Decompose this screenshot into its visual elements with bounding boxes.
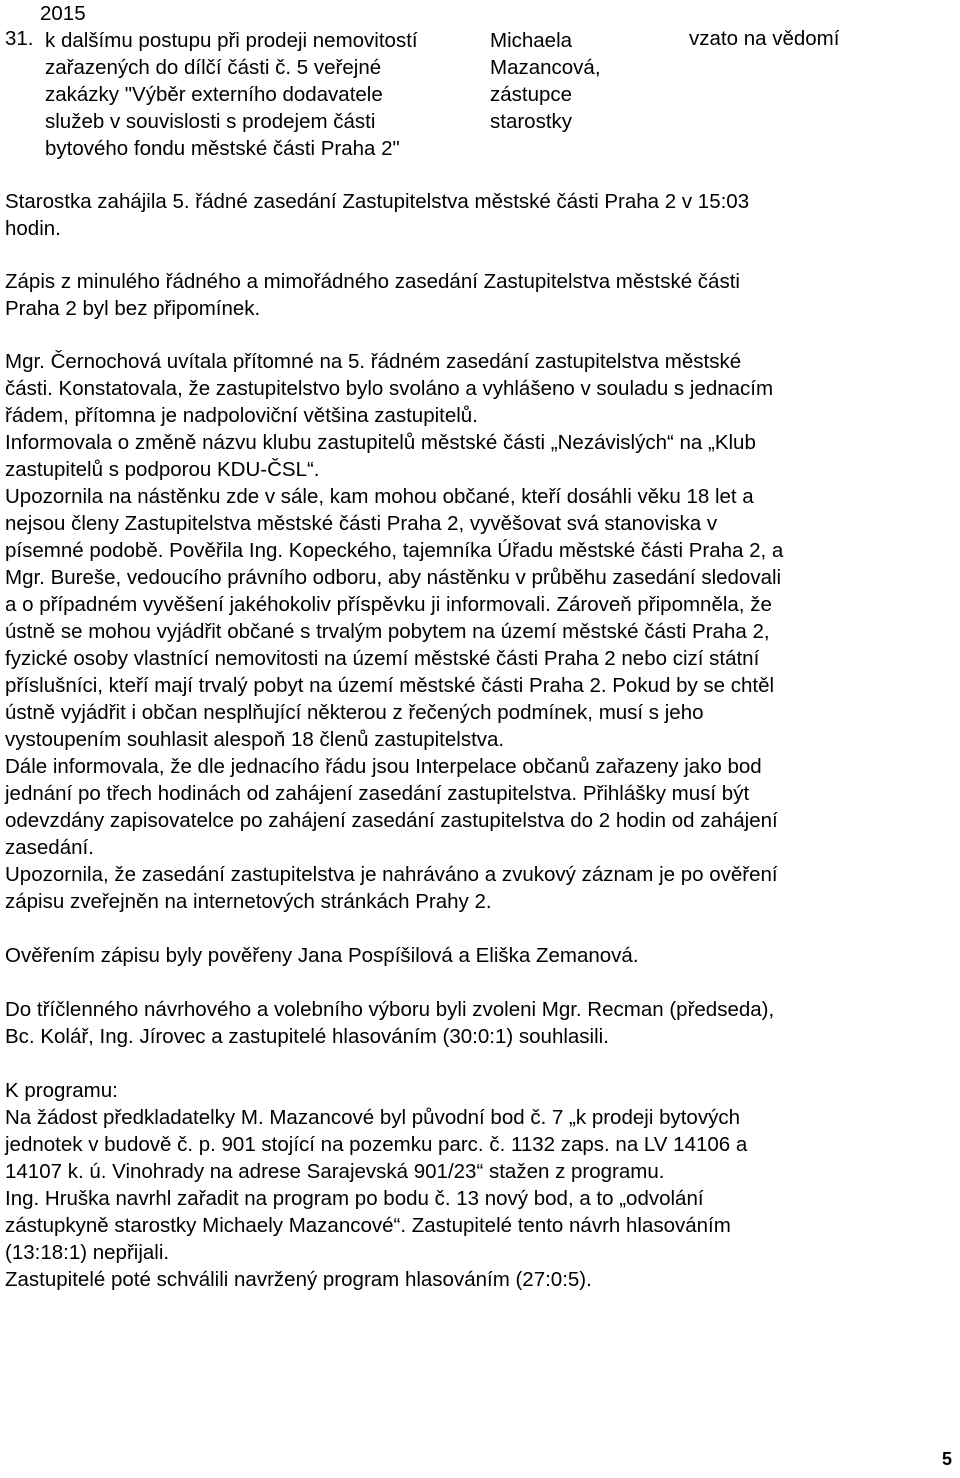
text-line: a o případném vyvěšení jakéhokoliv příspěvku ji informovali. Zároveň připomněla, že [5,593,772,616]
text-line: odevzdány zapisovatelce po zahájení zasedání zastupitelstva do 2 hodin od zahájení [5,809,778,832]
text-line: části. Konstatovala, že zastupitelstvo bylo svoláno a vyhlášeno v souladu s jednacím [5,377,774,400]
text-line: Mgr. Bureše, vedoucího právního odboru, aby nástěnku v průběhu zasedání sledovali [5,566,782,589]
text-line: Do tříčlenného návrhového a volebního výboru byli zvoleni Mgr. Recman (předseda), [5,998,775,1021]
text-line: zasedání. [5,836,94,859]
text-line: ústně vyjádřit i občan nesplňující některou z řečených podmínek, musí s jeho [5,701,704,724]
text-line: K programu: [5,1079,118,1102]
agenda-presenter [490,27,601,135]
text-line: zastupitelů s podporou KDU-ČSL“. [5,458,320,481]
text-line: Na žádost předkladatelky M. Mazancové byl původní bod č. 7 „k prodeji bytových [5,1106,740,1129]
text-line: 14107 k. ú. Vinohrady na adrese Sarajevská 901/23“ stažen z programu. [5,1160,665,1183]
text-line: jednání po třech hodinách od zahájení zasedání zastupitelstva. Přihlášky musí být [5,782,750,805]
agenda-result: vzato na vědomí [689,27,840,50]
text-line: Informovala o změně názvu klubu zastupitelů městské části „Nezávislých“ na „Klub [5,431,756,454]
text-line: Bc. Kolář, Ing. Jírovec a zastupitelé hlasováním (30:0:1) souhlasili. [5,1025,609,1048]
subject-line: služeb v souvislosti s prodejem části [45,110,376,133]
text-line: Ing. Hruška navrhl zařadit na program po bodu č. 13 nový bod, a to „odvolání [5,1187,704,1210]
subject-line: bytového fondu městské části Praha 2" [45,137,400,160]
row-number: 31. [5,27,34,50]
text-line: Starostka zahájila 5. řádné zasedání Zastupitelstva městské části Praha 2 v 15:03 [5,190,750,213]
text-line: Upozornila na nástěnku zde v sále, kam mohou občané, kteří dosáhli věku 18 let a [5,485,754,508]
text-line: Zápis z minulého řádného a mimořádného zasedání Zastupitelstva městské části [5,270,740,293]
year-continuation: 2015 [40,2,86,25]
presenter-line: Michaela [490,29,573,52]
text-line: Praha 2 byl bez připomínek. [5,297,261,320]
text-line: příslušníci, kteří mají trvalý pobyt na území městské části Praha 2. Pokud by se chtěl [5,674,775,697]
text-line: ústně se mohou vyjádřit občané s trvalým pobytem na území městské části Praha 2, [5,620,770,643]
text-line: Upozornila, že zasedání zastupitelstva je nahráváno a zvukový záznam je po ověření [5,863,778,886]
page-number: 5 [941,1449,952,1469]
text-line: (13:18:1) nepřijali. [5,1241,170,1264]
text-line: hodin. [5,217,61,240]
text-line: Dále informovala, že dle jednacího řádu jsou Interpelace občanů zařazeny jako bod [5,755,762,778]
subject-line: zařazených do dílčí části č. 5 veřejné [45,56,382,79]
presenter-line: zástupce [490,83,573,106]
opening-paragraph [5,188,900,242]
committee-paragraph [5,996,900,1050]
agenda-subject [45,27,418,162]
program-paragraph [5,1077,900,1293]
welcome-paragraph [5,348,900,915]
text-line: fyzické osoby vlastnící nemovitosti na území městské části Praha 2 nebo cizí státní [5,647,760,670]
text-line: Zastupitelé poté schválili navržený program hlasováním (27:0:5). [5,1268,592,1291]
presenter-line: Mazancová, [490,56,601,79]
subject-line: zakázky "Výběr externího dodavatele [45,83,383,106]
text-line: zástupkyně starostky Michaely Mazancové“. Zastupitelé tento návrh hlasováním [5,1214,731,1237]
verification-paragraph [5,942,900,969]
text-line: písemné podobě. Pověřila Ing. Kopeckého, tajemníka Úřadu městské části Praha 2, a [5,539,784,562]
text-line: vystoupením souhlasit alespoň 18 členů zastupitelstva. [5,728,505,751]
presenter-line: starostky [490,110,573,133]
minutes-paragraph [5,268,900,322]
text-line: nejsou členy Zastupitelstva městské části Praha 2, vyvěšovat svá stanoviska v [5,512,718,535]
text-line: zápisu zveřejněn na internetových stránkách Prahy 2. [5,890,492,913]
text-line: Ověřením zápisu byly pověřeny Jana Pospíšilová a Eliška Zemanová. [5,944,639,967]
subject-line: k dalšímu postupu při prodeji nemovitostí [45,29,418,52]
text-line: Mgr. Černochová uvítala přítomné na 5. řádném zasedání zastupitelstva městské [5,350,742,373]
text-line: řádem, přítomna je nadpoloviční většina zastupitelů. [5,404,478,427]
text-line: jednotek v budově č. p. 901 stojící na pozemku parc. č. 1132 zaps. na LV 14106 a [5,1133,748,1156]
